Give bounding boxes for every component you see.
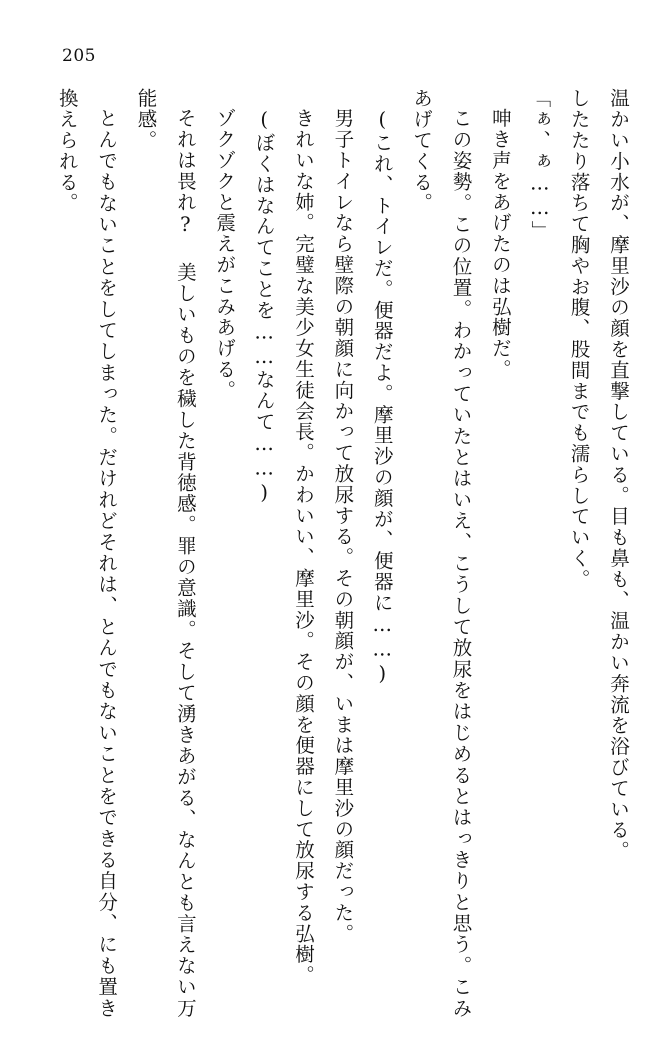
paragraph: とんでもないことをしてしまった。だけれどそれは、とんでもないことをできる自分、にも置き換えられる。 bbox=[55, 88, 119, 1018]
paragraph: きれいな姉。完璧な美少女生徒会長。かわいい、摩里沙。その顔を便器にして放尿する弘樹。 bbox=[292, 107, 315, 986]
paragraph: したたり落ちて胸やお腹、股間までも濡らしていく。 bbox=[567, 88, 591, 590]
paragraph: (ぼくはなんてことを……なんて……) bbox=[252, 107, 276, 505]
paragraph: 「ぁ、ぁ……」 bbox=[528, 88, 552, 242]
paragraph: 男子トイレなら壁際の朝顔に向かって放尿する。その朝顔が、いまは摩里沙の顔だった。 bbox=[331, 107, 355, 944]
paragraph: 呻き声をあげたのは弘樹だ。 bbox=[488, 107, 512, 380]
paragraph: この姿勢。この位置。わかっていたとはいえ、こうして放尿をはじめるとはっきりと思う。こみあげてくる。 bbox=[410, 88, 473, 1018]
paragraph: それは畏れ? 美しいものを穢した背徳感。罪の意識。そして湧きあがる、なんとも言えない万能感。 bbox=[134, 88, 197, 1018]
page-number: 205 bbox=[62, 46, 96, 66]
paragraph: 温かい小水が、摩里沙の顔を直撃している。目も鼻も、温かい奔流を浴びている。 bbox=[607, 88, 630, 862]
page-body-text bbox=[30, 88, 638, 1018]
paragraph: ゾクゾクと震えがこみあげる。 bbox=[213, 107, 237, 401]
paragraph: (これ、トイレだ。便器だよ。摩里沙の顔が、便器に……) bbox=[370, 107, 394, 686]
